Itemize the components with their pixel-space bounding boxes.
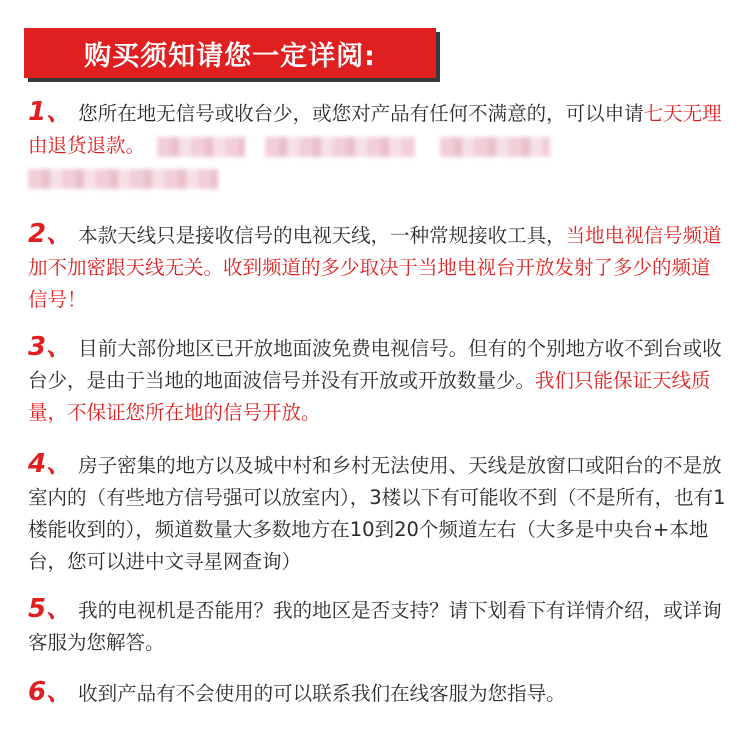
notice-item-6 — [28, 676, 728, 710]
notice-item-2 — [28, 218, 728, 316]
item-number: 4、 — [28, 449, 73, 479]
notice-item-4 — [28, 448, 728, 578]
item-highlight: 当地电视信号频道加不加密跟天线无关。收到频道的多少取决于当地电视台开放发射了多少的频道信号！ — [28, 224, 722, 311]
blurred-text — [28, 169, 218, 189]
blurred-text — [440, 137, 550, 157]
item-text: 目前大部份地区已开放地面波免费电视信号。但有的个别地方收不到台或收台少，是由于当地的地面波信号并没有开放或开放数量少。 — [28, 337, 722, 392]
item-text: 我的电视机是否能用？我的地区是否支持？请下划看下有详情介绍，或详询客服为您解答。 — [28, 599, 722, 654]
notice-title: 购买须知请您一定详阅: — [84, 40, 376, 72]
notice-item-5 — [28, 593, 728, 659]
item-number: 1、 — [28, 97, 73, 127]
item-number: 3、 — [28, 332, 73, 362]
item-highlight: 七天无理由退货退款。 — [28, 102, 722, 157]
notice-banner — [24, 28, 436, 78]
item-number: 6、 — [28, 677, 73, 707]
blurred-text — [157, 137, 245, 157]
blurred-text — [265, 137, 415, 157]
item-number: 2、 — [28, 219, 73, 249]
item-number: 5、 — [28, 594, 73, 624]
notice-item-1 — [28, 96, 728, 194]
item-text: 本款天线只是接收信号的电视天线，一种常规接收工具， — [78, 224, 566, 247]
notice-item-3 — [28, 331, 728, 429]
item-text: 收到产品有不会使用的可以联系我们在线客服为您指导。 — [78, 682, 566, 705]
item-text: 您所在地无信号或收台少，或您对产品有任何不满意的，可以申请 — [78, 102, 644, 125]
item-text: 房子密集的地方以及城中村和乡村无法使用、天线是放窗口或阳台的不是放室内的（有些地方信号强可以放室内），3楼以下有可能收不到（不是所有，也有1楼能收到的），频道数量大多数地方在10到20个频道左右（大多是中央台+本地台，您可以进中文寻星网查询） — [28, 454, 726, 573]
item-highlight: 我们只能保证天线质量，不保证您所在地的信号开放。 — [28, 369, 711, 424]
